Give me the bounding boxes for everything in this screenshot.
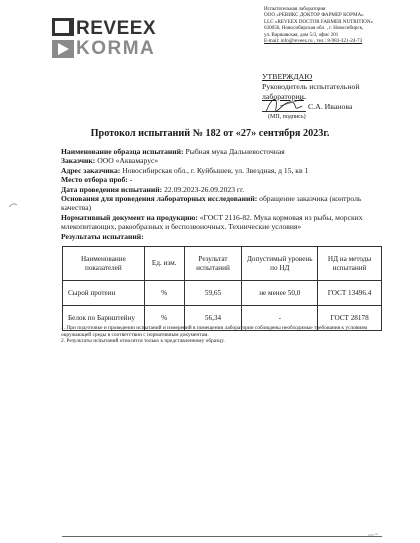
field-test-date: Дата проведения испытаний: 22.09.2023-26.09.2023 гг. (61, 184, 245, 194)
lab-contact[interactable]: E-mail: info@reveex.ru , тел.: 8-983-321-24-73 (264, 38, 363, 45)
header-name: Наименование показателей (63, 247, 145, 281)
lab-address-2: ул. Варшавская, дом 5/3, офис 201 (264, 31, 339, 38)
note-1: 1. При подготовке и проведении испытаний и измерений в помещении лаборатории соблюдены необходимые требования к условиям окружающей среды в соответствии с нормативным документам. (61, 325, 368, 338)
header-unit: Ед. изм. (144, 247, 184, 281)
field-customer: Заказчик: ООО «Аквамарус» (61, 156, 159, 166)
approve-title: УТВЕРЖДАЮ (262, 72, 313, 81)
page-corner-mark-icon (366, 530, 380, 538)
cell-name: Сырой протеин (63, 281, 145, 306)
field-sample: Наименование образца испытаний: Рыбная мука Дальневосточная (61, 147, 285, 156)
footer-divider (62, 536, 382, 537)
note-2: 2. Результаты испытаний относятся только к представленному образцу. (61, 338, 225, 345)
field-sampling-place: Место отбора проб: - (61, 175, 133, 185)
lab-header (264, 6, 414, 44)
margin-tick-icon (8, 202, 18, 208)
field-results-heading: Результаты испытаний: (61, 231, 144, 241)
table-row (63, 281, 382, 306)
approve-signer: С.А. Иванова (307, 102, 353, 111)
results-table (62, 246, 382, 331)
cell-name: Белок по Барнштейну (63, 306, 145, 331)
header-allowed: Допустимый уровень по НД (242, 247, 318, 281)
handwritten-signature-icon (262, 92, 310, 120)
lab-address-1: 630056, Новосибирская обл. , г. Новосибирск, (264, 25, 364, 32)
notes (61, 325, 391, 345)
cell-unit: % (144, 306, 184, 331)
reveex-logo-icon (52, 18, 74, 58)
table-header-row (63, 247, 382, 281)
logo-line-1: REVEEX (76, 18, 157, 39)
cell-result: 59,65 (184, 281, 242, 306)
company-logo (76, 19, 156, 58)
lab-org-en: LLC «REVEEX DOCTOR FARMER NUTRITION» (264, 18, 374, 25)
cell-method: ГОСТ 13496.4 (318, 281, 382, 306)
lab-org-ru: ООО «РЕВИКС ДОКТОР ФАРМЕР КОРМА» (264, 12, 364, 19)
logo-line-2: KORMA (76, 38, 156, 59)
approve-position-2: лаборатории (262, 92, 304, 101)
header-result: Результат испытаний (184, 247, 242, 281)
field-basis: Основания для проведения лабораторных исследований: обращение заказчика (контроль качества) (61, 194, 362, 213)
protocol-fields (61, 147, 383, 241)
cell-allowed: - (242, 306, 318, 331)
cell-method: ГОСТ 28178 (318, 306, 382, 331)
approve-position-1: Руководитель испытательной (262, 82, 360, 91)
header-method: НД на методы испытаний (318, 247, 382, 281)
cell-allowed: не менее 50,0 (242, 281, 318, 306)
field-customer-address: Адрес заказчика: Новосибирская обл., г. Куйбышев, ул. Звездная, д 15, кв 1 (61, 165, 309, 175)
cell-result: 56,34 (184, 306, 242, 331)
lab-name: Испытательная лаборатория (264, 6, 326, 12)
field-normative-doc: Нормативный документ на продукцию: «ГОСТ 2116-82. Мука кормовая из рыбы, морских млекопитающих, ракообразных и беспозвоночных. Технические условия» (61, 212, 363, 232)
approve-mp: (МП, подпись) (268, 114, 306, 120)
protocol-title: Протокол испытаний № 182 от «27» сентября 2023г. (90, 128, 330, 139)
cell-unit: % (144, 281, 184, 306)
